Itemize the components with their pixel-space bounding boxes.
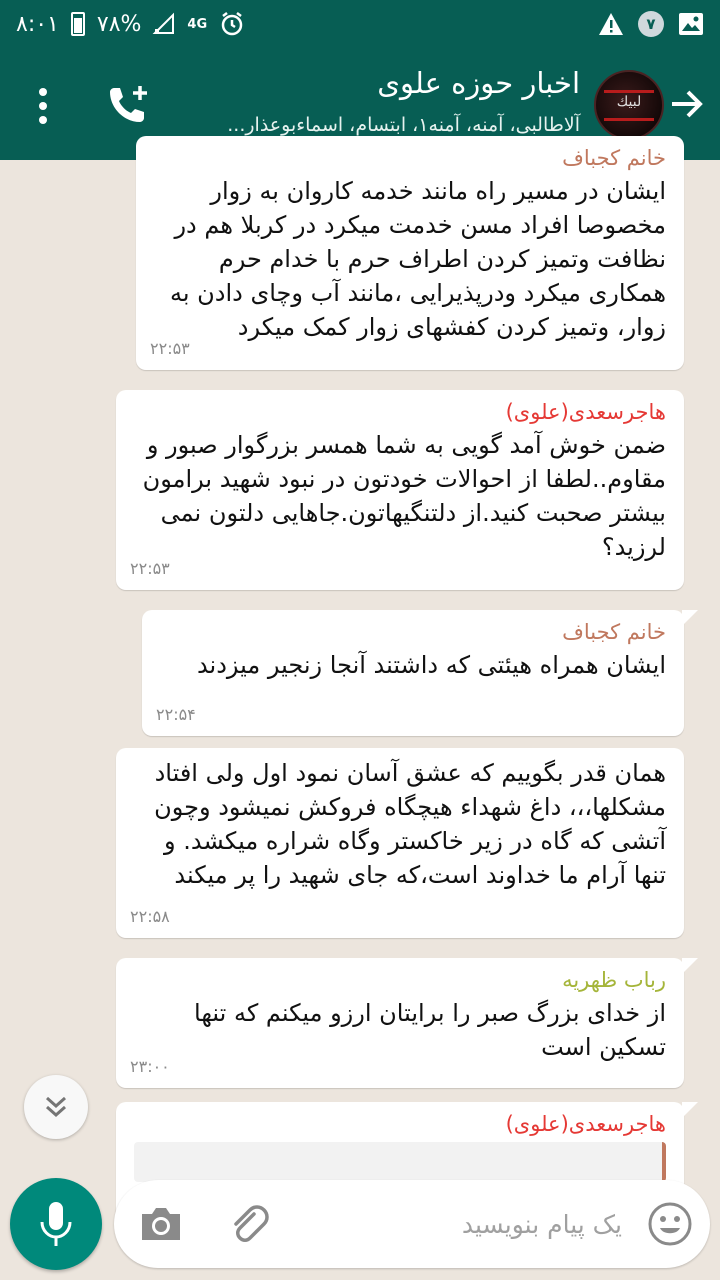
scroll-to-bottom-button[interactable]	[24, 1075, 88, 1139]
status-time: ۸:۰۱	[16, 11, 59, 37]
message-sender: هاجرسعدی(علوی)	[505, 1112, 666, 1136]
microphone-icon	[38, 1200, 74, 1248]
alarm-icon	[219, 11, 245, 37]
message-text: از خدای بزرگ صبر را برایتان ارزو میکنم که تنها تسکین است	[194, 999, 666, 1061]
message-bubble[interactable]	[142, 610, 684, 736]
message-text: ایشان همراه هیئتی که داشتند آنجا زنجیر میزدند	[196, 651, 666, 679]
camera-icon[interactable]	[138, 1202, 184, 1246]
attachment-icon[interactable]	[224, 1200, 272, 1248]
group-avatar[interactable]: لبيك	[594, 70, 664, 140]
message-composer	[114, 1180, 710, 1268]
message-time: ۲۲:۵۸	[130, 907, 170, 926]
chat-members[interactable]: آلاطالبی، آمنه، آمنه۱، ابتسام، اسماءبوعذار...	[227, 114, 580, 136]
message-bubble[interactable]	[116, 748, 684, 938]
status-right	[598, 11, 704, 37]
message-bubble[interactable]	[136, 136, 684, 370]
message-sender: خانم کجباف	[562, 620, 666, 644]
notification-badge: ۷	[638, 11, 664, 37]
message-sender: خانم کجباف	[562, 146, 666, 170]
message-text: همان قدر بگوییم که عشق آسان نمود اول ولی افتاد مشکلها،،، داغ شهداء هیچگاه فروکش نمیشود وچون آتشی که گاه در زیر خاکستر وگاه شراره میکشد. و تنها آرام ما خداوند است،که جای شهید را پر میکند	[154, 759, 666, 889]
image-icon	[678, 12, 704, 36]
emoji-icon[interactable]	[646, 1200, 694, 1248]
more-options-icon[interactable]	[28, 86, 58, 126]
chat-title[interactable]: اخبار حوزه علوی	[377, 66, 580, 100]
message-sender: هاجرسعدی(علوی)	[505, 400, 666, 424]
battery-icon	[71, 12, 85, 36]
message-input[interactable]	[332, 1198, 622, 1250]
add-call-icon[interactable]	[104, 82, 152, 130]
message-text: ضمن خوش آمد گویی به شما همسر بزرگوار صبور و مقاوم..لطفا از احوالات خودتون در نبود شهید برامون بیشتر صحبت کنید.از دلتنگیهاتون.جاهایی دلتون نمی لرزید؟	[142, 431, 666, 561]
message-sender: رباب ظهریه	[562, 968, 666, 992]
quoted-reply[interactable]	[134, 1142, 666, 1182]
message-time: ۲۳:۰۰	[130, 1057, 170, 1076]
status-bar	[0, 0, 720, 48]
warning-icon	[598, 12, 624, 36]
battery-level: ۷۸%	[96, 11, 142, 37]
message-time: ۲۲:۵۳	[130, 559, 170, 578]
message-text: ایشان در مسیر راه مانند خدمه کاروان به زوار مخصوصا افراد مسن خدمت میکرد در کربلا هم در نظافت وتمیز کردن اطراف حرم با خدام حرم همکاری میکرد ودرپذیرایی ،مانند آب وچای دادن به زوار، وتمیز کردن کفشهای زوار کمک میکرد	[169, 177, 666, 341]
message-time: ۲۲:۵۴	[156, 705, 196, 724]
network-type: 4G	[187, 16, 208, 32]
message-bubble[interactable]	[116, 958, 684, 1088]
message-bubble[interactable]	[116, 390, 684, 590]
signal-icon	[153, 13, 175, 35]
message-list[interactable]	[0, 146, 720, 1170]
back-arrow-icon[interactable]	[666, 84, 706, 124]
double-chevron-down-icon	[41, 1092, 71, 1122]
voice-record-button[interactable]	[10, 1178, 102, 1270]
status-left	[16, 11, 245, 37]
message-time: ۲۲:۵۳	[150, 339, 190, 358]
